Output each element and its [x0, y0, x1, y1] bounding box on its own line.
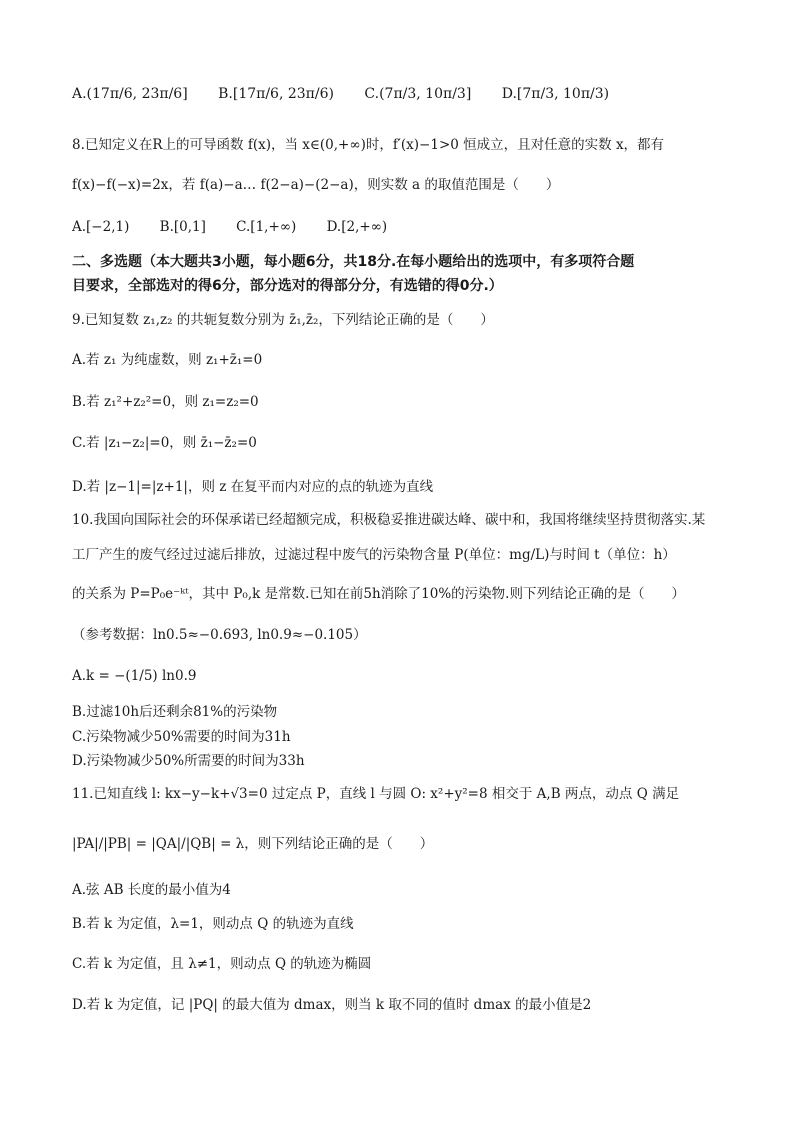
q9-stem: 9.已知复数 z₁,z₂ 的共轭复数分别为 z̄₁,z̄₂，下列结论正确的是（ ） — [72, 312, 494, 328]
q11-option-c: C.若 k 为定值，且 λ≠1，则动点 Q 的轨迹为椭圆 — [72, 956, 372, 972]
q8-option-c: C.[1,+∞) — [236, 219, 297, 235]
q8-line2: f(x)−f(−x)=2x，若 f(a)−a… f(2−a)−(2−a)，则实数 a 的取值范围是（ ） — [72, 177, 560, 193]
q8-line1: 8.已知定义在R上的可导函数 f(x)，当 x∈(0,+∞)时，f′(x)−1>0 恒成立，且对任意的实数 x，都有 — [72, 137, 665, 153]
q11-line2: |PA|/|PB| = |QA|/|QB| = λ，则下列结论正确的是（ ） — [72, 836, 434, 852]
q8-options — [72, 217, 754, 237]
q8-option-d: D.[2,+∞) — [326, 219, 388, 235]
q11-option-a: A.弦 AB 长度的最小值为4 — [72, 882, 231, 898]
section2-heading-line2: 目要求，全部选对的得6分，部分选对的得部分分，有选错的得0分.） — [72, 278, 503, 294]
q11-option-b: B.若 k 为定值，λ=1，则动点 Q 的轨迹为直线 — [72, 916, 354, 932]
q7-option-d: D.[7π/3, 10π/3) — [501, 86, 610, 102]
section2-heading-line1: 二、多选题（本大题共3小题，每小题6分，共18分.在每小题给出的选项中，有多项符合题 — [72, 254, 635, 270]
q9-option-a: A.若 z₁ 为纯虚数，则 z₁+z̄₁=0 — [72, 352, 263, 368]
q11-option-d: D.若 k 为定值，记 |PQ| 的最大值为 dmax，则当 k 取不同的值时 dmax 的最小值是2 — [72, 997, 592, 1013]
q7-option-b: B.[17π/6, 23π/6) — [218, 86, 334, 102]
q7-options — [72, 84, 754, 104]
q7-option-a: A.(17π/6, 23π/6] — [72, 86, 188, 102]
q10-line3: 的关系为 P=P₀e⁻ᵏᵗ，其中 P₀,k 是常数.已知在前5h消除了10%的污染物.则下列结论正确的是（ ） — [72, 586, 685, 602]
q10-line2: 工厂产生的废气经过过滤后排放，过滤过程中废气的污染物含量 P(单位：mg/L)与时间 t（单位：h） — [72, 547, 676, 563]
q11-line1: 11.已知直线 l: kx−y−k+√3=0 过定点 P，直线 l 与圆 O: x²+y²=8 相交于 A,B 两点，动点 Q 满足 — [72, 786, 680, 802]
q10-option-a: A.k = −(1/5) ln0.9 — [72, 668, 197, 684]
q9-option-d: D.若 |z−1|=|z+1|，则 z 在复平而内对应的点的轨迹为直线 — [72, 479, 434, 495]
q10-reference-data: （参考数据：ln0.5≈−0.693, ln0.9≈−0.105） — [72, 627, 367, 643]
q10-option-c: C.污染物减少50%需要的时间为31h — [72, 729, 291, 745]
q10-option-b: B.过滤10h后还剩余81%的污染物 — [72, 704, 278, 720]
q9-option-b: B.若 z₁²+z₂²=0，则 z₁=z₂=0 — [72, 394, 259, 410]
q10-line1: 10.我国向国际社会的环保承诺已经超额完成，积极稳妥推进碳达峰、碳中和，我国将继续坚持贯彻落实.某 — [72, 512, 706, 528]
q8-option-b: B.[0,1] — [159, 219, 206, 235]
q7-option-c: C.(7π/3, 10π/3] — [364, 86, 472, 102]
q8-option-a: A.[−2,1) — [72, 219, 130, 235]
q10-option-d: D.污染物减少50%所需要的时间为33h — [72, 753, 305, 769]
q9-option-c: C.若 |z₁−z₂|=0，则 z̄₁−z̄₂=0 — [72, 435, 257, 451]
